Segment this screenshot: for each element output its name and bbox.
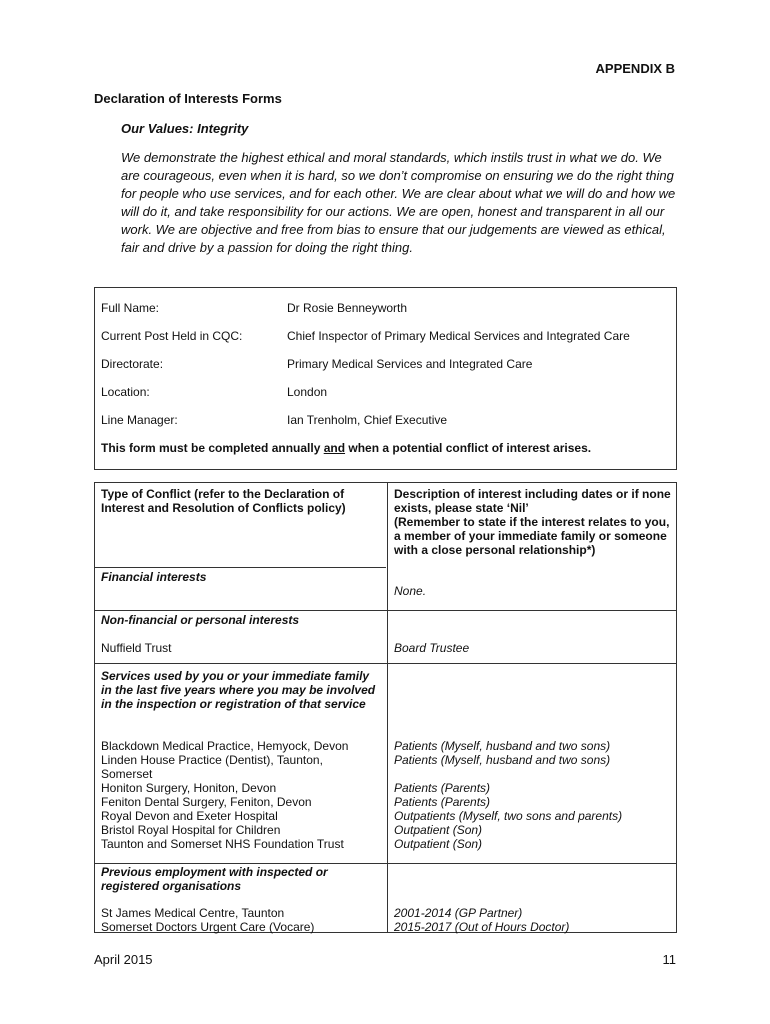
list-item: Royal Devon and Exeter Hospital — [101, 809, 278, 823]
list-item: 2001-2014 (GP Partner) — [394, 906, 523, 920]
info-label: Current Post Held in CQC: — [101, 329, 243, 343]
previous-employment-heading: Previous employment with inspected or registered organisations — [101, 865, 328, 893]
financial-interests-value: None. — [394, 584, 427, 598]
list-item: Patients (Parents) — [394, 781, 491, 795]
financial-interests-heading: Financial interests — [101, 570, 207, 584]
non-financial-value: Board Trustee — [394, 641, 470, 655]
header-description-text: Description of interest including dates or if none exists, please state ‘Nil’ — [394, 487, 671, 515]
list-item: Feniton Dental Surgery, Feniton, Devon — [101, 795, 312, 809]
services-used-heading: Services used by you or your immediate family in the last five years where you may be involved in the inspection or registration of that service — [101, 669, 376, 711]
info-label: Full Name: — [101, 301, 160, 315]
conflicts-table — [94, 482, 677, 933]
page-number: 11 — [662, 952, 676, 967]
previous-employment-values — [394, 906, 672, 934]
completion-note — [101, 441, 591, 455]
list-item: Outpatient (Son) — [394, 837, 483, 851]
info-value: Ian Trenholm, Chief Executive — [287, 413, 448, 427]
services-used-list — [101, 739, 381, 851]
info-label: Line Manager: — [101, 413, 178, 427]
list-item — [394, 767, 672, 781]
info-label: Location: — [101, 385, 150, 399]
list-item: Somerset — [101, 767, 153, 781]
info-value: Chief Inspector of Primary Medical Services and Integrated Care — [287, 329, 630, 343]
non-financial-item: Nuffield Trust — [101, 641, 172, 655]
list-item: Linden House Practice (Dentist), Taunton, — [101, 753, 323, 767]
list-item: Somerset Doctors Urgent Care (Vocare) — [101, 920, 315, 934]
personal-info-box — [94, 287, 677, 470]
list-item: Outpatient (Son) — [394, 823, 483, 837]
list-item: Patients (Myself, husband and two sons) — [394, 739, 611, 753]
footer-date: April 2015 — [94, 952, 153, 967]
list-item: Taunton and Somerset NHS Foundation Trust — [101, 837, 344, 851]
page-title: Declaration of Interests Forms — [94, 91, 282, 106]
note-underlined: and — [323, 441, 346, 455]
list-item: Patients (Parents) — [394, 795, 491, 809]
list-item: Blackdown Medical Practice, Hemyock, Devon — [101, 739, 349, 753]
previous-employment-list — [101, 906, 381, 934]
non-financial-heading: Non-financial or personal interests — [101, 613, 300, 627]
table-header-type: Type of Conflict (refer to the Declaration of Interest and Resolution of Conflicts policy) — [101, 487, 346, 515]
list-item: St James Medical Centre, Taunton — [101, 906, 285, 920]
appendix-label: APPENDIX B — [595, 61, 675, 76]
list-item: Honiton Surgery, Honiton, Devon — [101, 781, 277, 795]
info-label: Directorate: — [101, 357, 164, 371]
list-item: Bristol Royal Hospital for Children — [101, 823, 281, 837]
info-value: Primary Medical Services and Integrated Care — [287, 357, 533, 371]
list-item: Patients (Myself, husband and two sons) — [394, 753, 611, 767]
note-text: This form must be completed annually — [101, 441, 324, 455]
table-header-description — [394, 487, 672, 557]
values-heading: Our Values: Integrity — [121, 121, 249, 136]
info-value: Dr Rosie Benneyworth — [287, 301, 408, 315]
services-used-values — [394, 739, 672, 851]
list-item: 2015-2017 (Out of Hours Doctor) — [394, 920, 570, 934]
note-text: when a potential conflict of interest arises. — [345, 441, 592, 455]
list-item: Outpatients (Myself, two sons and parents) — [394, 809, 623, 823]
header-description-note: (Remember to state if the interest relates to you, a member of your immediate family or someone with a close personal relationship*) — [394, 515, 670, 557]
values-paragraph: We demonstrate the highest ethical and moral standards, which instils trust in what we do. We are courageous, even when it is hard, so we don’t compromise on ensuring we do the right thing for people who use services, and for each other. We are clear about what we will do and how we will do it, and take responsibility for our actions. We are open, honest and transparent in all our work. We are objective and free from bias to ensure that our judgements are viewed as ethical, fair and drive by a passion for doing the right thing. — [121, 150, 676, 255]
info-value: London — [287, 385, 328, 399]
